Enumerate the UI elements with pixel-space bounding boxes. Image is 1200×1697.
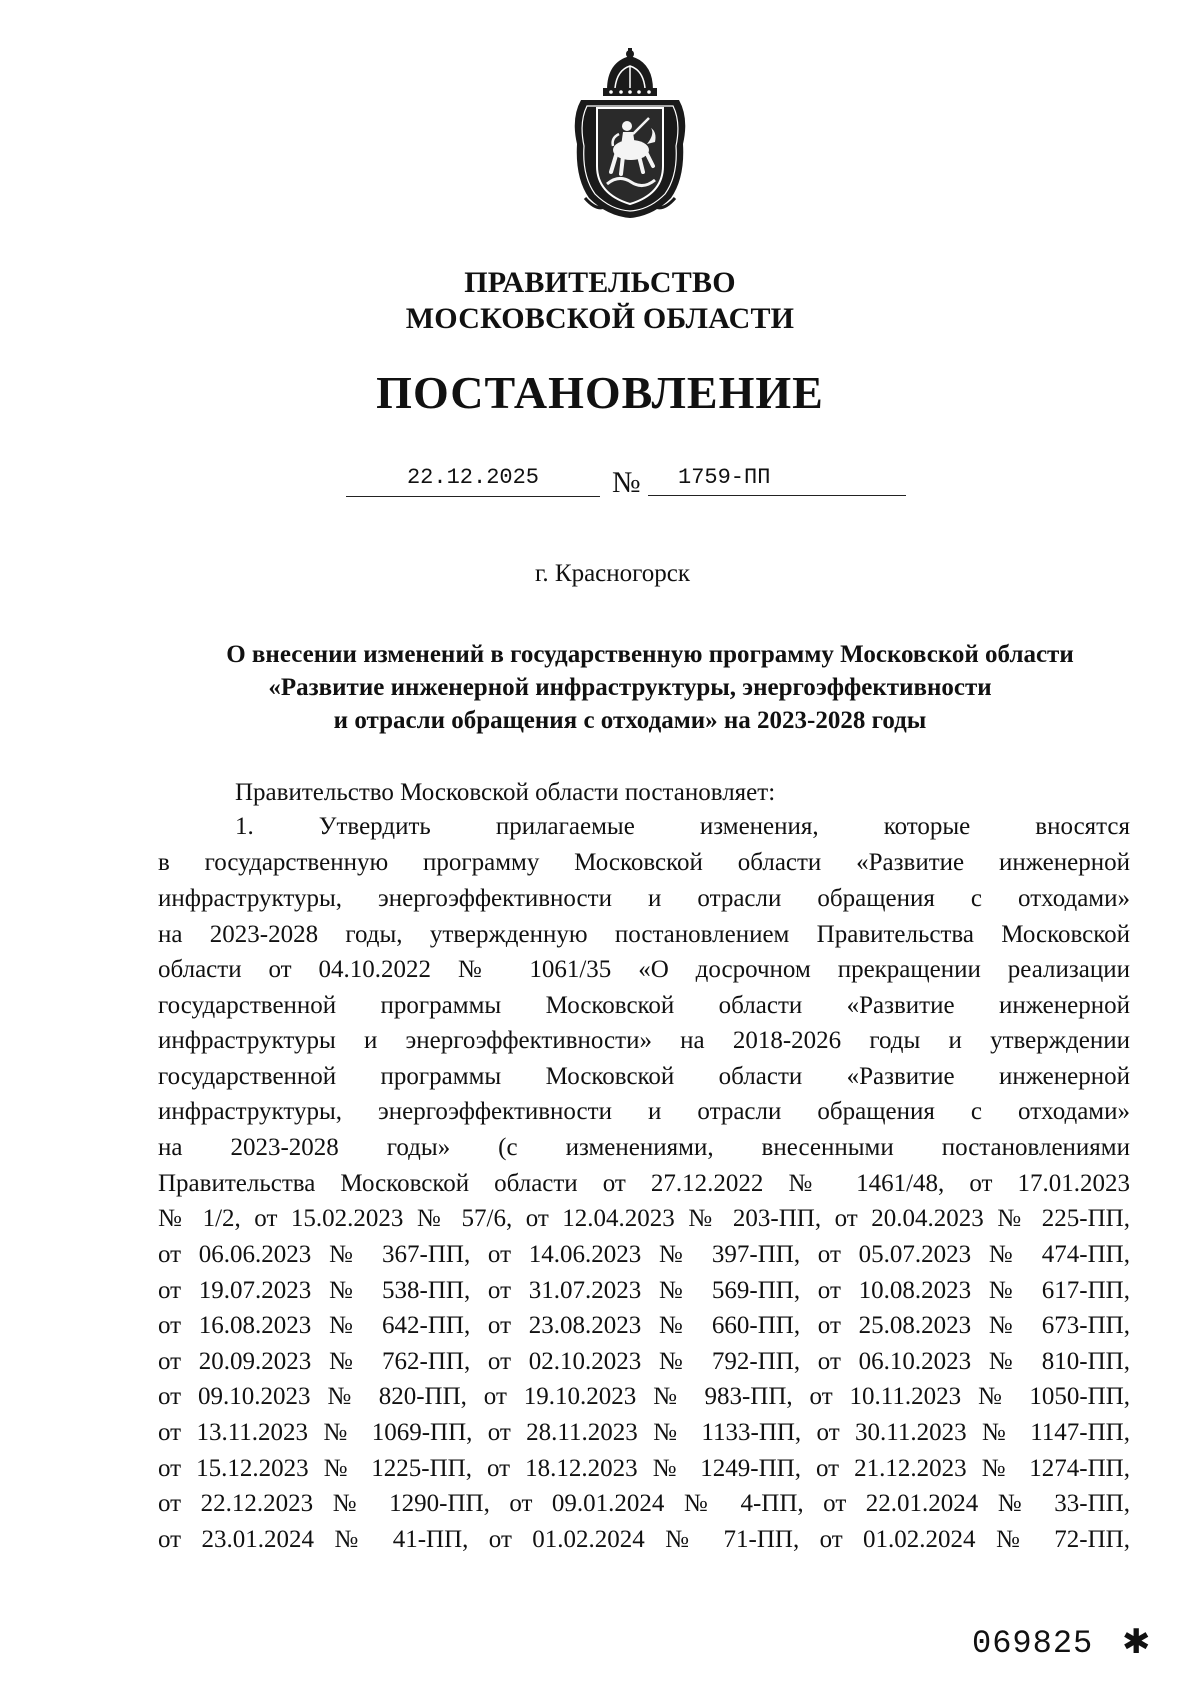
body-text-line: от 15.12.2023 № 1225-ПП, от 18.12.2023 № 1249-ПП, от 21.12.2023 № 1274-ПП,	[158, 1455, 1130, 1482]
body-text-line: от 20.09.2023 № 762-ПП, от 02.10.2023 № 792-ПП, от 06.10.2023 № 810-ПП,	[158, 1348, 1130, 1375]
body-text-line: от 22.12.2023 № 1290-ПП, от 09.01.2024 № 4-ПП, от 22.01.2024 № 33-ПП,	[158, 1490, 1130, 1517]
body-text-line: государственной программы Московской области «Развитие инженерной	[158, 1063, 1130, 1090]
body-text-line: от 09.10.2023 № 820-ПП, от 19.10.2023 № 983-ПП, от 10.11.2023 № 1050-ПП,	[158, 1383, 1130, 1410]
body-text-line: государственной программы Московской области «Развитие инженерной	[158, 992, 1130, 1019]
document-title-line3: и отрасли обращения с отходами» на 2023-2028 годы	[333, 707, 927, 734]
body-text-line: области от 04.10.2022 № 1061/35 «О досрочном прекращении реализации	[158, 956, 1130, 983]
body-text-line: на 2023-2028 годы, утвержденную постановлением Правительства Московской	[158, 921, 1130, 948]
government-name-line1: ПРАВИТЕЛЬСТВО	[464, 266, 736, 299]
body-text-line: Правительства Московской области от 27.12.2022 № 1461/48, от 17.01.2023	[158, 1170, 1130, 1197]
body-text-line: инфраструктуры и энергоэффективности» на 2018-2026 годы и утверждении	[158, 1027, 1130, 1054]
serial-star-icon: ✱	[1122, 1622, 1151, 1662]
body-text-line: от 06.06.2023 № 367-ПП, от 14.06.2023 № 397-ПП, от 05.07.2023 № 474-ПП,	[158, 1241, 1130, 1268]
body-text-line: от 23.01.2024 № 41-ПП, от 01.02.2024 № 71-ПП, от 01.02.2024 № 72-ПП,	[158, 1526, 1130, 1553]
government-name-line2: МОСКОВСКОЙ ОБЛАСТИ	[405, 302, 795, 335]
body-text-line: на 2023-2028 годы» (с изменениями, внесенными постановлениями	[158, 1134, 1130, 1161]
body-text-line: 1. Утвердить прилагаемые изменения, которые вносятся	[235, 813, 1130, 840]
document-title-line2: «Развитие инженерной инфраструктуры, энергоэффективности	[268, 674, 992, 701]
issuing-city: г. Красногорск	[534, 560, 691, 587]
document-date: 22.12.2025	[346, 458, 600, 497]
body-text-line: от 19.07.2023 № 538-ПП, от 31.07.2023 № 569-ПП, от 10.08.2023 № 617-ПП,	[158, 1277, 1130, 1304]
document-number: 1759-ПП	[648, 458, 906, 496]
body-text-line: от 16.08.2023 № 642-ПП, от 23.08.2023 № 660-ПП, от 25.08.2023 № 673-ПП,	[158, 1312, 1130, 1339]
body-intro-line: Правительство Московской области постановляет:	[235, 779, 776, 806]
coat-of-arms-icon	[567, 48, 693, 218]
document-title-line1: О внесении изменений в государственную программу Московской области	[226, 641, 1074, 668]
body-text-line: инфраструктуры, энергоэффективности и отрасли обращения с отходами»	[158, 1098, 1130, 1125]
body-text-line: в государственную программу Московской области «Развитие инженерной	[158, 849, 1130, 876]
date-number-row	[0, 458, 1200, 504]
body-text-line: от 13.11.2023 № 1069-ПП, от 28.11.2023 № 1133-ПП, от 30.11.2023 № 1147-ПП,	[158, 1419, 1130, 1446]
body-text-line: инфраструктуры, энергоэффективности и отрасли обращения с отходами»	[158, 885, 1130, 912]
body-text-line: № 1/2, от 15.02.2023 № 57/6, от 12.04.2023 № 203-ПП, от 20.04.2023 № 225-ПП,	[158, 1205, 1130, 1232]
document-type-heading: ПОСТАНОВЛЕНИЕ	[376, 367, 824, 418]
number-sign: №	[612, 466, 641, 499]
document-serial-number: 069825	[972, 1625, 1094, 1662]
